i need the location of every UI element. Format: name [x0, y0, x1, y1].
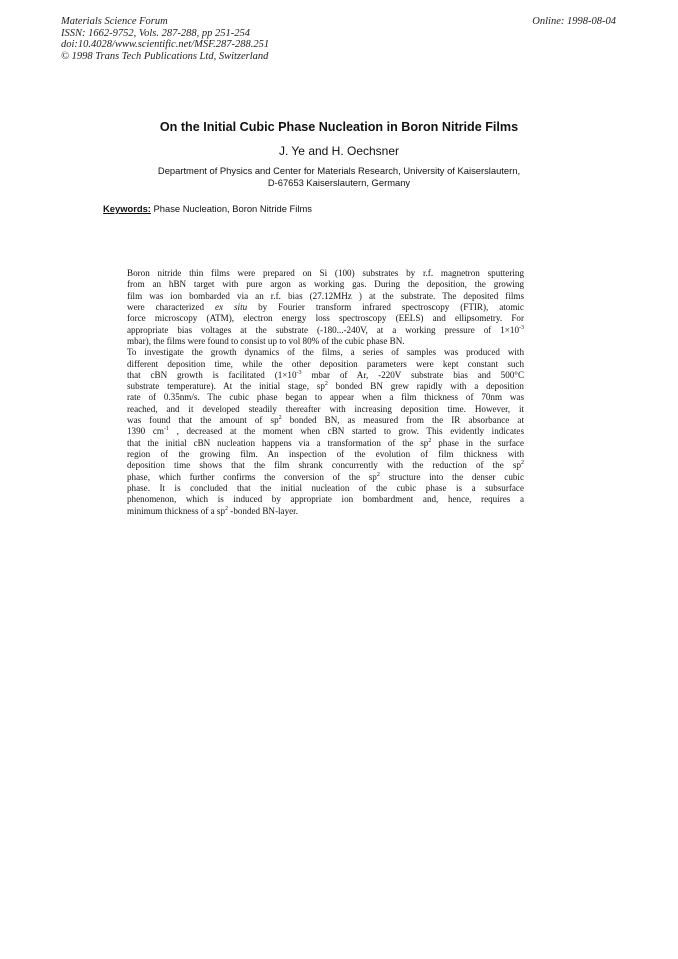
keywords-label: Keywords:: [103, 203, 151, 214]
abstract-line: rate of 0.35nm/s. The cubic phase began to appear when a film thickness of 70nm was: [127, 392, 524, 403]
text-run: bonded BN, as measured from the IR absorbance at: [281, 415, 524, 426]
text-run: -bonded BN-layer.: [228, 505, 298, 516]
superscript: 2: [428, 437, 432, 444]
abstract-line: [127, 325, 524, 336]
abstract: [127, 268, 524, 517]
paper-authors: J. Ye and H. Oechsner: [278, 144, 400, 158]
abstract-line: [127, 302, 524, 313]
abstract-line: from an hBN target with pure argon as working gas. During the deposition, the growing: [127, 279, 524, 290]
text-run: mbar of Ar, -220V substrate bias and 500°C: [301, 369, 525, 380]
abstract-line: [127, 438, 524, 449]
superscript: 2: [225, 505, 229, 512]
text-run: substrate temperature). At the initial stage, sp: [127, 381, 325, 392]
affiliation-line: D-67653 Kaiserslautern, Germany: [267, 177, 411, 188]
text-run: by Fourier transform infrared spectroscopy (FTIR), atomic: [258, 301, 524, 312]
text-run: 1390 cm: [127, 426, 164, 437]
superscript: 2: [278, 415, 282, 422]
abstract-line: [127, 472, 524, 483]
superscript: 2: [324, 381, 328, 388]
paper-title: On the Initial Cubic Phase Nucleation in Boron Nitride Films: [159, 120, 519, 134]
journal-name: Materials Science Forum: [61, 16, 168, 27]
abstract-line: film was ion bombarded via an r.f. bias (27.12MHz ) at the substrate. The deposited films: [127, 290, 524, 301]
superscript: -3: [519, 324, 524, 331]
abstract-line: force microscopy (ATM), electron energy loss spectroscopy (EELS) and ellipsometry. For: [127, 313, 524, 324]
abstract-line: phenomenon, which is induced by appropriate ion bombardment and, hence, requires a: [127, 494, 524, 505]
abstract-line: Boron nitride thin films were prepared on Si (100) substrates by r.f. magnetron sputtering: [127, 268, 524, 278]
abstract-line: [127, 460, 524, 471]
abstract-line: [127, 370, 524, 381]
text-run: phase in the surface: [431, 437, 524, 448]
abstract-line: [127, 426, 524, 437]
keywords: [103, 203, 312, 214]
text-run: that the initial cBN nucleation happens via a transformation of the sp: [127, 437, 429, 448]
abstract-line: different deposition time, while the other deposition parameters were kept constant such: [127, 358, 524, 369]
abstract-line: phase. It is concluded that the initial nucleation of the cubic phase is a subsurface: [127, 482, 524, 493]
abstract-line: region of the growing film. An inspection of the evolution of film thickness with: [127, 449, 524, 459]
text-run: phase, which further confirms the conversion of the sp: [127, 471, 377, 482]
text-run: were characterized: [127, 301, 205, 312]
superscript: 2: [376, 471, 380, 478]
italic-term: ex situ: [215, 301, 248, 312]
text-run: minimum thickness of a sp: [127, 505, 226, 516]
keywords-text: Phase Nucleation, Boron Nitride Films: [150, 203, 312, 214]
text-run: bonded BN grew rapidly with a deposition: [327, 381, 524, 392]
publication-info: [61, 16, 421, 62]
online-date: Online: 1998-08-04: [532, 16, 616, 27]
doi-line: doi:10.4028/www.scientific.net/MSF.287-288.251: [61, 39, 270, 50]
text-run: , decreased at the moment when cBN started to grow. This evidently indicates: [168, 426, 524, 437]
abstract-line: mbar), the films were found to consist up to vol 80% of the cubic phase BN.: [127, 335, 405, 346]
abstract-line: [127, 415, 524, 426]
text-run: that cBN growth is facilitated (1×10: [127, 369, 297, 380]
abstract-line: reached, and it developed steadily thereafter with increasing deposition time. However, it: [127, 403, 524, 414]
text-run: was found that the amount of sp: [127, 415, 279, 426]
affiliation-line: Department of Physics and Center for Materials Research, University of Kaiserslautern,: [157, 165, 521, 176]
affiliation: [110, 165, 568, 189]
abstract-line: [127, 381, 524, 392]
text-run: appropriate bias voltages at the substrate (-180...-240V, at a working pressure of 1×10: [127, 324, 519, 335]
superscript: -1: [163, 426, 169, 433]
superscript: 2: [521, 460, 524, 467]
text-run: deposition time shows that the film shrank concurrently with the reduction of the sp: [127, 460, 521, 471]
issn-line: ISSN: 1662-9752, Vols. 287-288, pp 251-254: [61, 27, 250, 39]
abstract-line: [127, 506, 524, 517]
superscript: -3: [296, 369, 302, 376]
abstract-line: To investigate the growth dynamics of the films, a series of samples was produced with: [127, 347, 524, 358]
copyright-line: © 1998 Trans Tech Publications Ltd, Switzerland: [61, 50, 269, 62]
text-run: structure into the denser cubic: [379, 471, 524, 482]
